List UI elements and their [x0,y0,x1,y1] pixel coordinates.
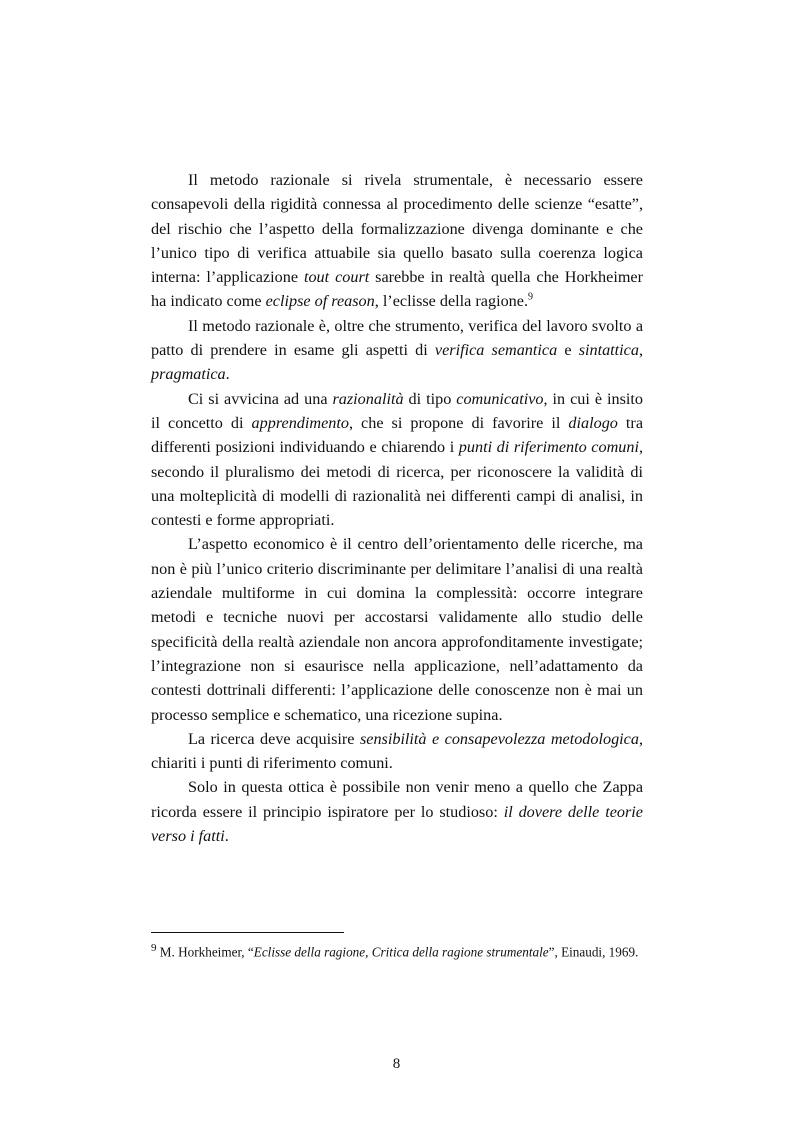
footnote-number: 9 [151,942,157,954]
italic-run: sensibilità e consapevolezza metodologica [359,729,639,748]
paragraph [151,775,643,848]
paragraph [151,532,643,726]
text-run: Il metodo razionale si rivela strumentale, è necessario essere consapevoli della rigidità connessa al procedimento delle scienze “esatte”, del rischio che l’aspetto della formalizzazione divenga dominante e che l’unico tipo di verifica attuabile sia quello basato sulla coerenza logica interna: l’applicazione [151,171,643,287]
text-run: Il metodo razionale è, oltre che strumento, verifica del lavoro svolto a patto di prendere in esame gli aspetti di [151,316,643,360]
italic-run: razionalità [332,389,404,408]
footnote [151,940,643,961]
italic-run: dialogo [568,413,618,432]
italic-run: sintattica [578,341,639,360]
paragraph [151,387,643,533]
text-run: , che si propone di favorire il [348,413,569,432]
text-run: di tipo [403,389,457,408]
italic-run: punti di riferimento comuni [458,438,639,457]
text-run: e [557,341,579,360]
italic-run: il dovere delle teorie verso i fatti [151,802,643,846]
text-run: , l’eclisse della ragione. [374,292,528,311]
italic-run: tout court [303,268,370,287]
paragraph [151,168,643,314]
text-run: . [225,365,230,384]
italic-run: apprendimento [251,413,349,432]
text-run: La ricerca deve acquisire [188,729,360,748]
text-run: L’aspetto economico è il centro dell’orientamento delle ricerche, ma non è più l’unico criterio discriminante per delimitare l’analisi di una realtà aziendale multiforme in cui domina la complessità: occorre integrare metodi e tecniche nuovi per accostarsi validamente allo studio delle specificità della realtà aziendale non ancora approfonditamente investigate; l’integrazione non si esaurisce nella applicazione, nell’adattamento da contesti dottrinali differenti: l’applicazione delle conoscenze non è mai un processo semplice e schematico, una ricezione supina. [151,535,643,724]
text-run: , [638,341,644,360]
paragraph [151,727,643,776]
text-run: , in cui è insito il concetto di [151,389,644,432]
text-run: Ci si avvicina ad una [188,389,333,408]
text-run: ”, Einaudi, 1969. [548,944,639,960]
footnote-ref: 9 [528,292,533,304]
text-run: M. Horkheimer, “ [156,944,254,960]
page-number: 8 [392,1056,401,1072]
footnote-separator [151,932,344,933]
text-run: , secondo il pluralismo dei metodi di ricerca, per riconoscere la validità di una molteplicità di modelli di razionalità nei differenti campi di analisi, in contesti e forme appropriati. [151,438,643,530]
text-run: , chiariti i punti di riferimento comuni. [151,729,643,773]
paragraph [151,314,643,387]
text-run: sarebbe in realtà quella che Horkheimer ha indicato come [151,268,643,311]
italic-run: comunicativo [456,389,544,408]
text-run: Solo in questa ottica è possibile non venir meno a quello che Zappa ricorda essere il principio ispiratore per lo studioso: [151,778,643,821]
italic-run: eclipse of reason [265,292,375,311]
text-run: . [224,827,229,846]
text-run: tra differenti posizioni individuando e chiarendo i [151,413,644,457]
italic-run: verifica semantica [434,341,558,360]
body-text [151,168,643,848]
italic-run: Eclisse della ragione, Critica della ragione strumentale [253,944,549,960]
italic-run: pragmatica [151,365,226,384]
